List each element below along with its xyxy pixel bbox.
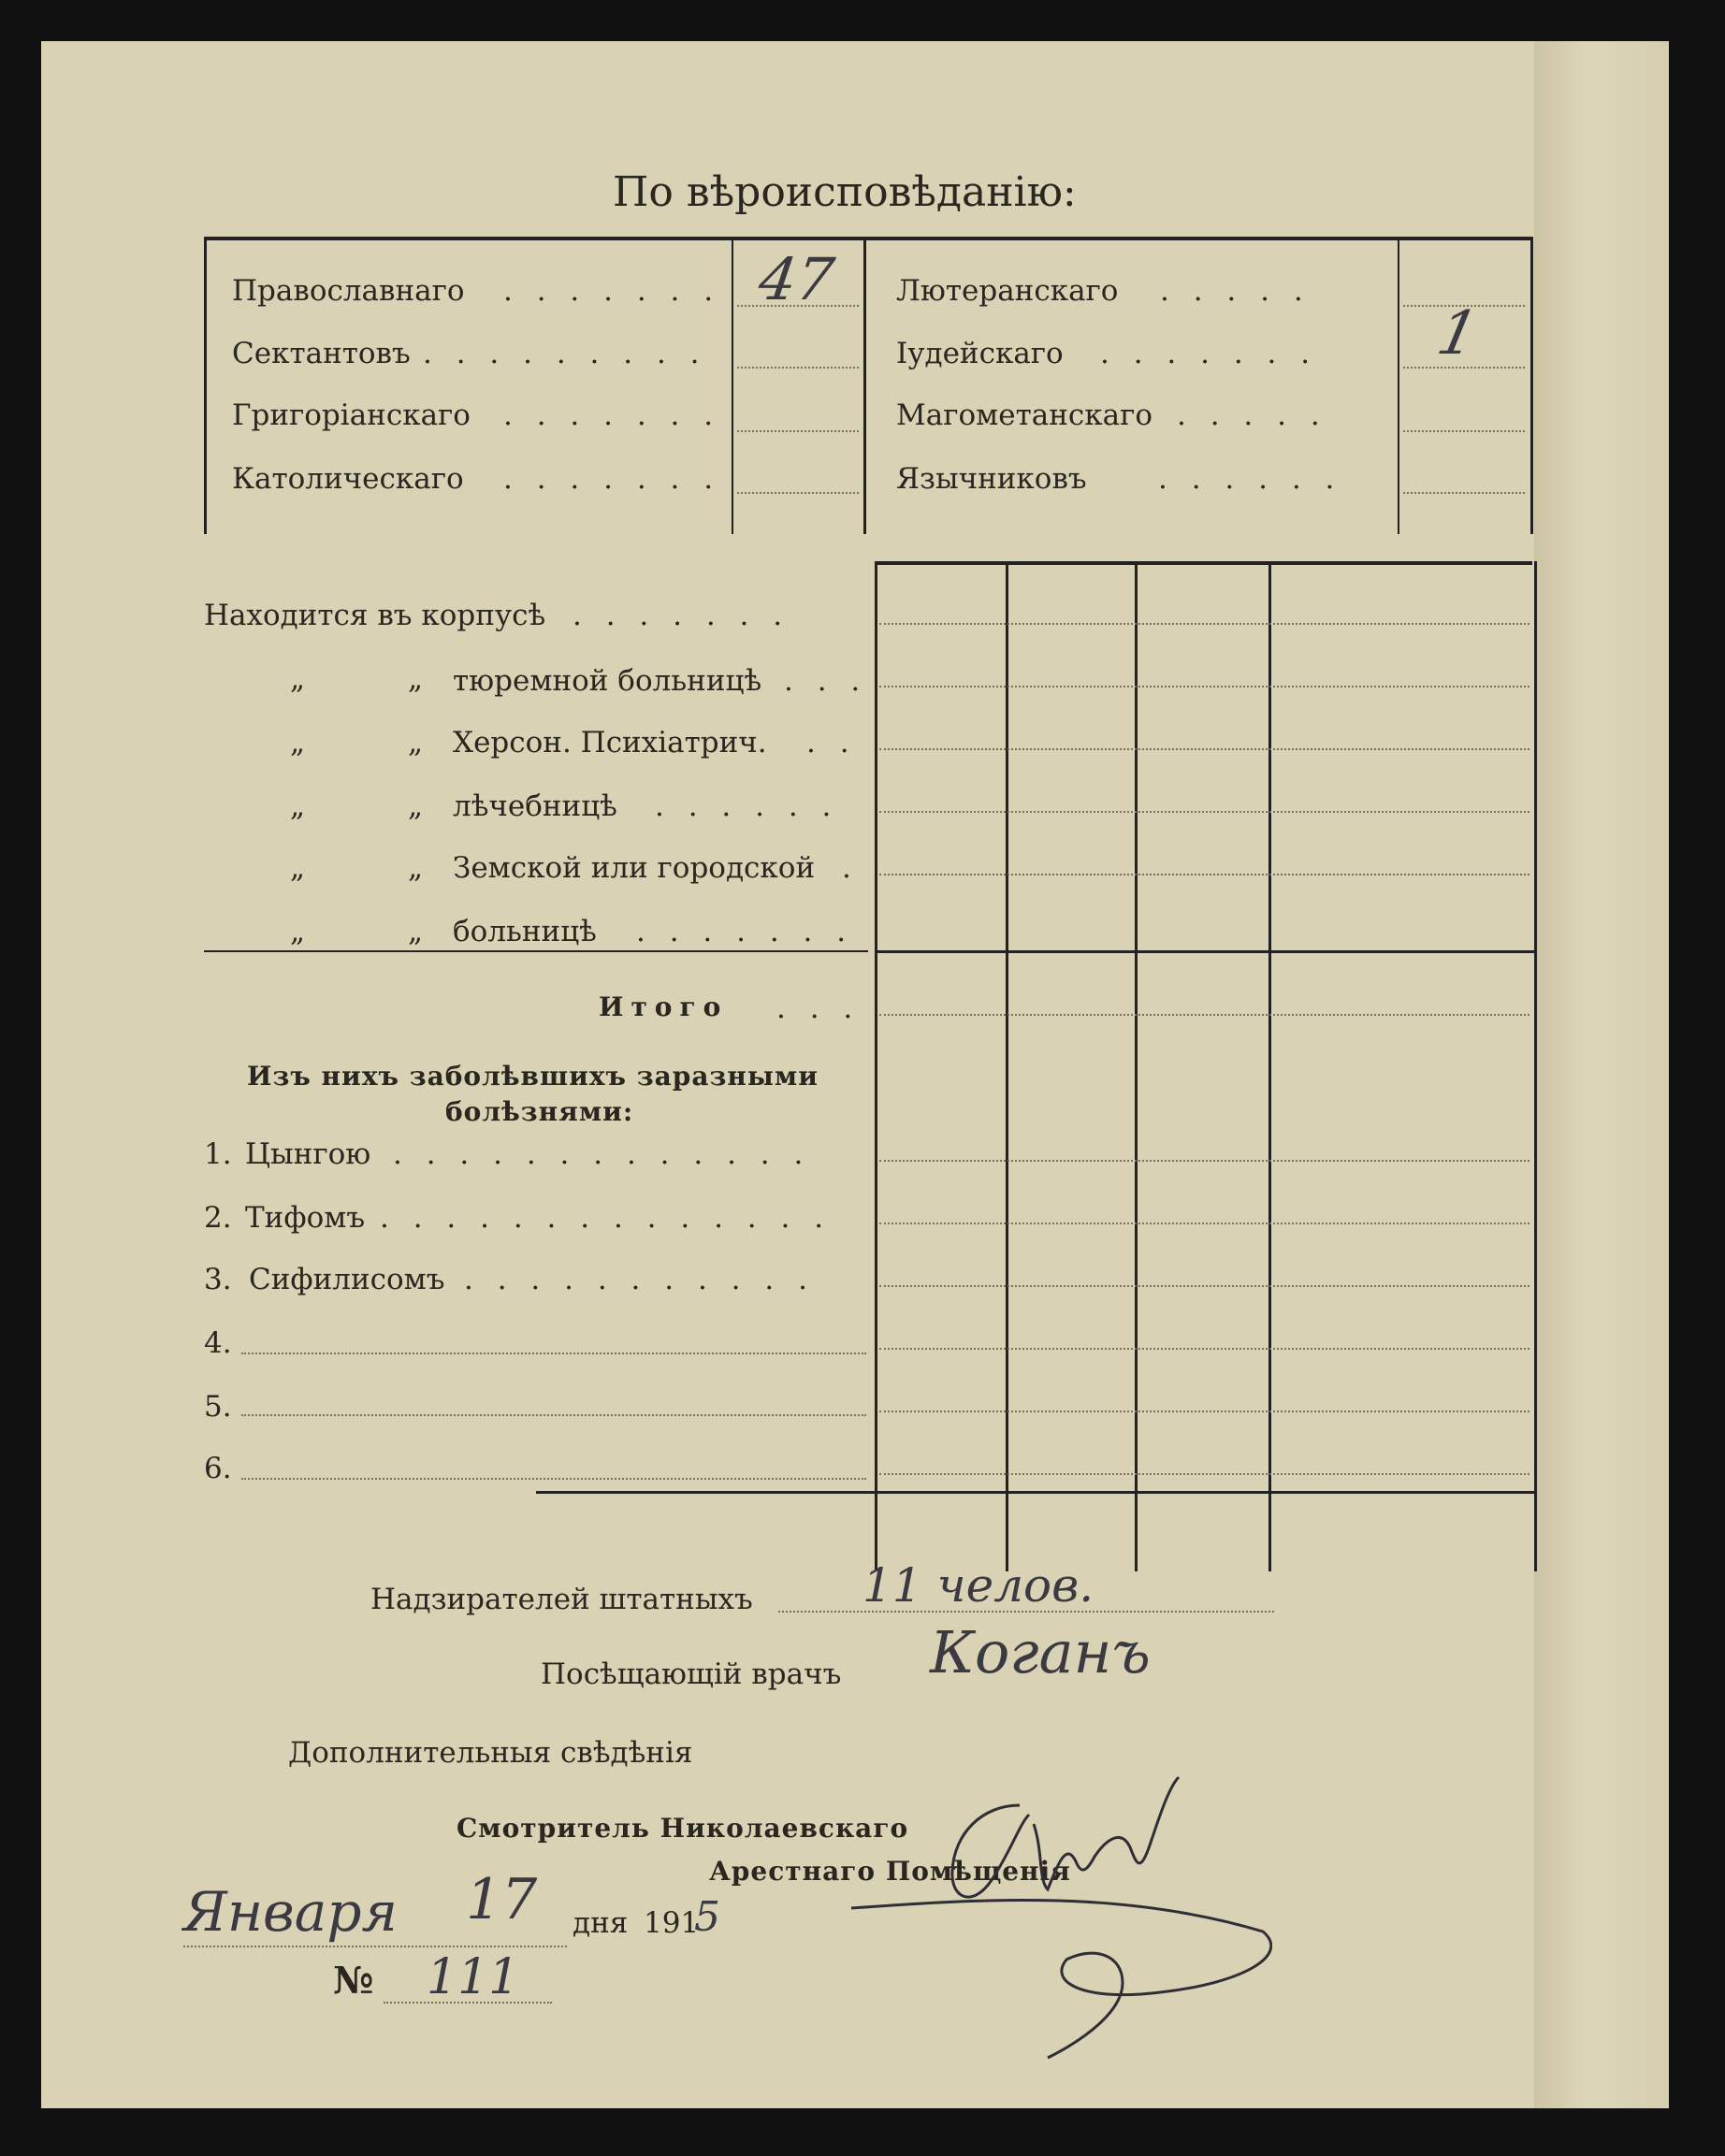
table-right-rule (1530, 237, 1533, 534)
leader-dots: . . . . . . . (503, 398, 721, 432)
year-prefix: 191 (644, 1906, 700, 1940)
entry-line (241, 1353, 866, 1354)
grid-row-line (879, 1473, 1529, 1475)
leader-dots: . . . (784, 664, 868, 698)
disease-number: 2. (204, 1201, 232, 1235)
ditto-mark: „ (290, 915, 306, 948)
handwritten-value: 5 (694, 1893, 720, 1941)
location-label: больницѣ (453, 915, 597, 948)
grid-row-line (879, 1160, 1529, 1162)
leader-dots: . . . . . . . . . (423, 337, 707, 370)
handwritten-value: Января (183, 1880, 398, 1944)
table-left-rule (204, 237, 207, 534)
handwritten-value: 111 (427, 1949, 520, 2005)
entry-line (241, 1414, 866, 1416)
ditto-mark: „ (290, 662, 306, 696)
religion-label: Сектантовъ (232, 337, 411, 370)
disease-number: 1. (204, 1137, 232, 1171)
signer-title: Смотритель Николаевскаго (457, 1813, 909, 1844)
grid-col-rule (875, 561, 877, 1571)
leader-dots: . . . . . (1160, 274, 1311, 308)
entry-line (737, 367, 859, 369)
grid-top-rule (875, 561, 1532, 565)
entry-line (737, 492, 859, 494)
entry-line (241, 1478, 866, 1480)
grid-row-line (879, 1223, 1529, 1224)
total-rule (536, 1491, 1534, 1494)
leader-dots: . . . (776, 991, 861, 1025)
table-top-rule (204, 237, 1532, 240)
handwritten-value: 11 челов. (862, 1558, 1094, 1613)
leader-dots: . . . . . . (655, 789, 839, 823)
grid-row-line (879, 748, 1529, 750)
religion-label: Католическаго (232, 462, 464, 496)
leader-dots: . . . . . . . (503, 274, 721, 308)
leader-dots: . . . . . . . . . . . . . (393, 1137, 811, 1171)
doctor-label: Посѣщающій врачъ (541, 1657, 842, 1691)
leader-dots: . . . . . (1177, 398, 1327, 432)
disease-number: 4. (204, 1326, 232, 1360)
disease-label: Сифилисомъ (249, 1263, 445, 1296)
grid-col-rule (1268, 561, 1271, 1571)
page-fold (1534, 41, 1669, 2108)
grid-row-line (879, 1014, 1529, 1016)
infected-heading: болѣзнями: (445, 1096, 634, 1127)
grid-row-line (879, 1285, 1529, 1287)
entry-line (183, 1946, 567, 1947)
religion-label: Православнаго (232, 274, 465, 308)
ditto-mark: „ (408, 662, 424, 696)
infected-heading: Изъ нихъ заболѣвшихъ заразными (247, 1061, 819, 1092)
date-label: дня (573, 1906, 629, 1940)
wardens-label: Надзирателей штатныхъ (370, 1583, 753, 1616)
table-mid-rule (863, 237, 866, 534)
religion-label: Лютеранскаго (896, 274, 1119, 308)
ditto-mark: „ (408, 915, 424, 948)
ditto-mark: „ (408, 851, 424, 885)
grid-col-rule (1534, 561, 1537, 1571)
table-col-rule (1398, 237, 1399, 534)
disease-number: 3. (204, 1263, 232, 1296)
ditto-mark: „ (290, 851, 306, 885)
grid-row-line (879, 1411, 1529, 1412)
handwritten-value: Коганъ (930, 1618, 1151, 1686)
disease-label: Цынгою (245, 1137, 371, 1171)
grid-col-rule (1006, 561, 1008, 1571)
subtotal-rule (875, 950, 1534, 953)
ditto-mark: „ (290, 789, 306, 823)
entry-line (737, 430, 859, 432)
signature-image (842, 1768, 1272, 2076)
religion-label: Григоріанскаго (232, 398, 471, 432)
entry-line (384, 2002, 552, 2004)
grid-col-rule (1135, 561, 1138, 1571)
location-label: Находится въ корпусѣ (204, 599, 546, 632)
entry-line (1403, 430, 1525, 432)
entry-line (1403, 492, 1525, 494)
leader-dots: . . . . . . . (636, 915, 854, 948)
location-label: лѣчебницѣ (453, 789, 617, 823)
grid-row-line (879, 623, 1529, 625)
religion-label: Іудейскаго (896, 337, 1064, 370)
leader-dots: . . . . . . . . . . . . . . (380, 1201, 832, 1235)
grid-row-line (879, 1348, 1529, 1350)
ditto-mark: „ (408, 789, 424, 823)
leader-dots: . . (806, 726, 857, 760)
number-label: № (333, 1959, 375, 2003)
ditto-mark: „ (408, 726, 424, 760)
location-label: тюремной больницѣ (453, 664, 762, 698)
leader-dots: . . . . . . . (573, 599, 790, 632)
leader-dots: . . . . . . . (1100, 337, 1318, 370)
extra-info-label: Дополнительныя свѣдѣнія (288, 1736, 693, 1770)
subtotal-rule (204, 950, 868, 952)
location-label: Земской или городской (453, 851, 816, 885)
leader-dots: . . . . . . (1158, 462, 1342, 496)
religion-label: Язычниковъ (896, 462, 1087, 496)
ditto-mark: „ (290, 726, 306, 760)
total-label: Итого (599, 991, 729, 1022)
grid-row-line (879, 686, 1529, 687)
religion-label: Магометанскаго (896, 398, 1153, 432)
leader-dots: . . . . . . . (503, 462, 721, 496)
leader-dots: . . . . . . . . . . . (464, 1263, 815, 1296)
leader-dots: . (842, 851, 859, 885)
disease-number: 5. (204, 1390, 232, 1424)
location-label: Херсон. Психіатрич. (453, 726, 767, 760)
table-col-rule (732, 237, 733, 534)
page-title: По вѣроисповѣданію: (613, 168, 1077, 216)
grid-row-line (879, 874, 1529, 875)
disease-number: 6. (204, 1452, 232, 1485)
handwritten-value: 1 (1431, 299, 1485, 369)
handwritten-value: 47 (754, 245, 839, 313)
disease-label: Тифомъ (245, 1201, 366, 1235)
handwritten-value: 17 (466, 1867, 538, 1932)
signer-title: Арестнаго Помѣщенія (709, 1856, 1071, 1887)
grid-row-line (879, 811, 1529, 813)
